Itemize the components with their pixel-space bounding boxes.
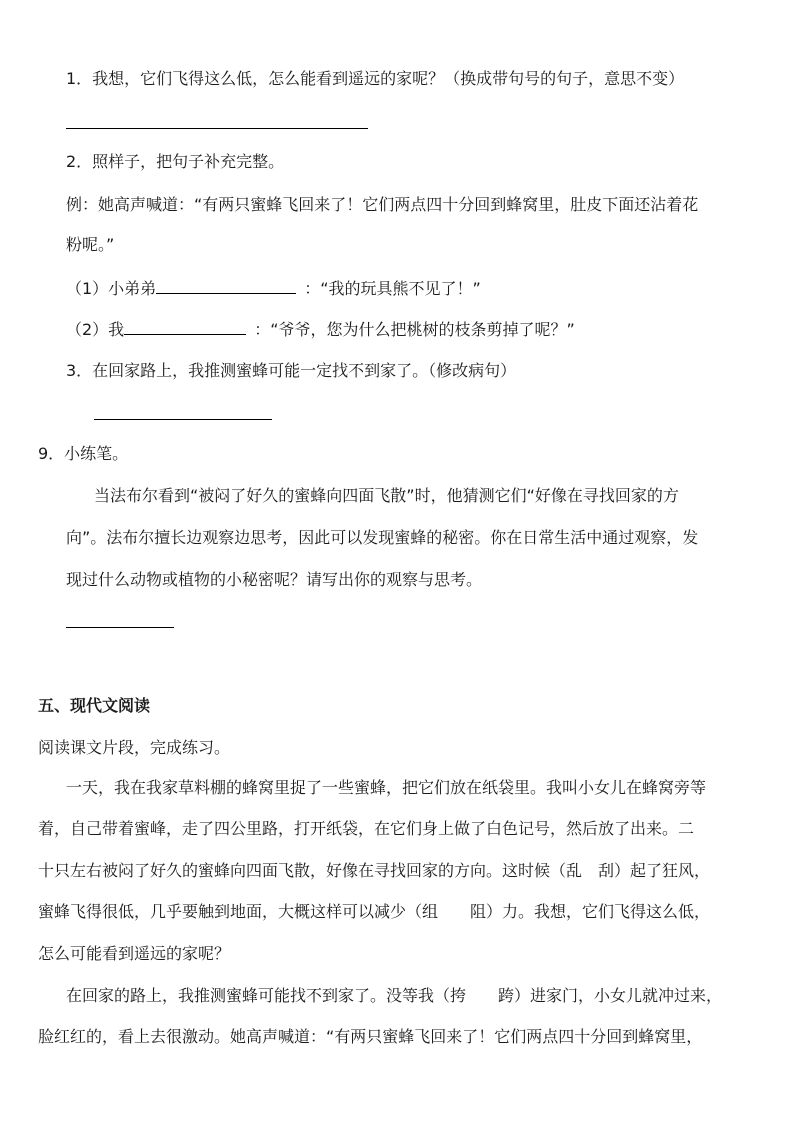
item-1-prefix: （1）小弟弟 bbox=[66, 279, 157, 298]
passage-p2-line2: 脸红红的，看上去很激动。她高声喊道：“有两只蜜蜂飞回来了！它们两点四十分回到蜂窝里， bbox=[38, 1027, 703, 1046]
item-2-prefix: （2）我 bbox=[66, 320, 125, 339]
passage-p2-line1: 在回家的路上，我推测蜜蜂可能找不到家了。没等我（挎 跨）进家门，小女儿就冲过来， bbox=[66, 986, 723, 1005]
answer-line-q9[interactable] bbox=[66, 627, 174, 628]
question-2-item-1 bbox=[66, 277, 481, 300]
answer-blank-item-1[interactable] bbox=[156, 277, 296, 294]
question-9-line3: 现过什么动物或植物的小秘密呢？请写出你的观察与思考。 bbox=[66, 570, 483, 589]
item-2-suffix: ：“爷爷，您为什么把桃树的枝条剪掉了呢？” bbox=[254, 320, 575, 339]
question-9-line2: 向”。法布尔擅长边观察边思考，因此可以发现蜜蜂的秘密。你在日常生活中通过观察，发 bbox=[66, 528, 699, 547]
question-2-item-2 bbox=[66, 318, 575, 341]
question-2-title: 2．照样子，把句子补充完整。 bbox=[66, 152, 285, 171]
question-3-text: 3．在回家路上，我推测蜜蜂可能一定找不到家了。（修改病句） bbox=[66, 361, 517, 380]
section-5-instruction: 阅读课文片段，完成练习。 bbox=[38, 738, 231, 757]
question-2-example-line1: 例：她高声喊道：“有两只蜜蜂飞回来了！它们两点四十分回到蜂窝里，肚皮下面还沾着花 bbox=[66, 195, 699, 214]
question-2-example-line2: 粉呢。” bbox=[66, 235, 115, 254]
section-5-heading: 五、现代文阅读 bbox=[38, 696, 151, 715]
passage-p1-line1: 一天，我在我家草料棚的蜂窝里捉了一些蜜蜂，把它们放在纸袋里。我叫小女儿在蜂窝旁等 bbox=[66, 778, 707, 797]
passage-p1-line3: 十只左右被闷了好久的蜜蜂向四面飞散，好像在寻找回家的方向。这时候（乱 刮）起了狂风， bbox=[38, 861, 711, 880]
passage-p1-line4: 蜜蜂飞得很低，几乎要触到地面，大概这样可以减少（组 阻）力。我想，它们飞得这么低， bbox=[38, 902, 711, 921]
question-9-line1: 当法布尔看到“被闷了好久的蜜蜂向四面飞散”时，他猜测它们“好像在寻找回家的方 bbox=[94, 486, 679, 505]
question-9-title: 9．小练笔。 bbox=[38, 444, 129, 463]
passage-p1-line2: 着，自己带着蜜峰，走了四公里路，打开纸袋，在它们身上做了白色记号，然后放了出来。二 bbox=[38, 819, 695, 838]
answer-line-q3[interactable] bbox=[94, 419, 272, 420]
question-1-text: 1．我想，它们飞得这么低，怎么能看到遥远的家呢？（换成带句号的句子，意思不变） bbox=[66, 69, 685, 88]
answer-blank-item-2[interactable] bbox=[124, 318, 246, 335]
item-1-suffix: ：“我的玩具熊不见了！” bbox=[304, 279, 481, 298]
answer-line-q1[interactable] bbox=[66, 128, 368, 129]
passage-p1-line5: 怎么可能看到遥远的家呢？ bbox=[38, 944, 231, 963]
